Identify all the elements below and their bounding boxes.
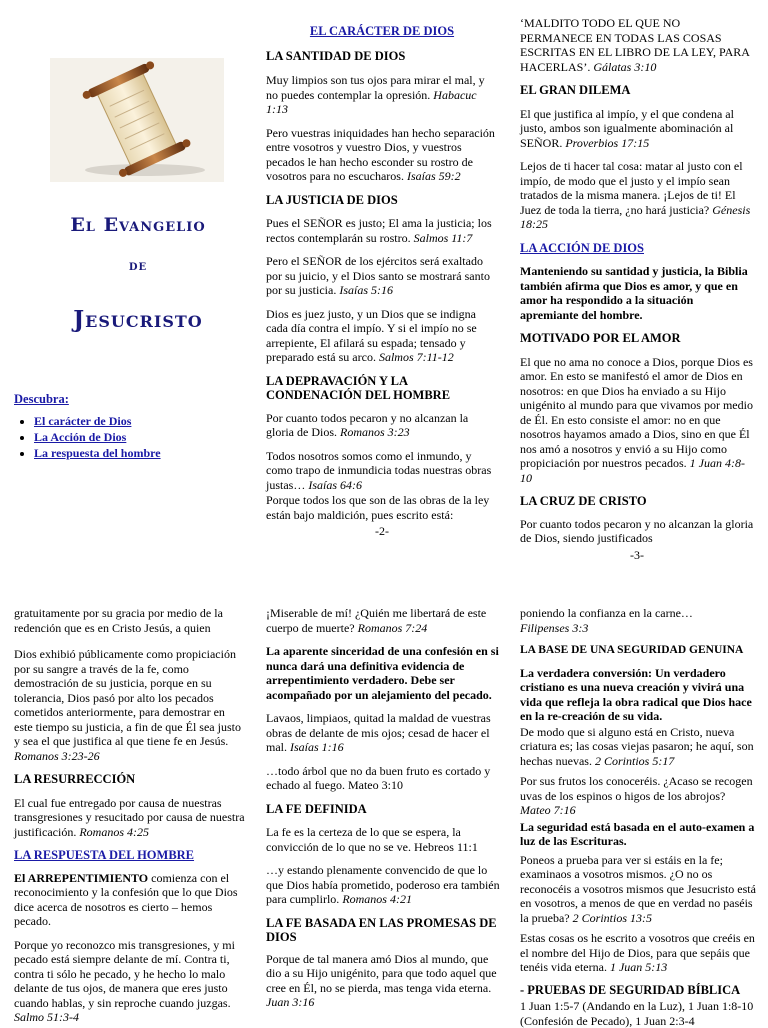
toc-link-accion[interactable]: La Acción de Dios xyxy=(34,430,127,444)
page-2-column xyxy=(266,24,498,539)
heading-pruebas: - PRUEBAS DE SEGURIDAD BÍBLICA xyxy=(520,982,741,997)
page-number: -2- xyxy=(375,524,389,538)
paragraph: Por sus frutos los conoceréis. ¿Acaso se recogen uvas de los espinos o higos de los abrojos? Mateo 7:16 xyxy=(520,774,753,817)
heading-dilema: EL GRAN DILEMA xyxy=(520,83,631,97)
section-title-accion: LA ACCIÓN DE DIOS xyxy=(520,240,644,255)
discover-label: Descubra: xyxy=(14,392,69,406)
paragraph: …todo árbol que no da buen fruto es cortado y echado al fuego. Mateo 3:10 xyxy=(266,763,491,792)
page-3-column xyxy=(520,16,754,562)
page-5-column xyxy=(266,606,502,1010)
heading-santidad: LA SANTIDAD DE DIOS xyxy=(266,48,406,63)
paragraph: Pues el SEÑOR es justo; El ama la justicia; los rectos contemplarán su rostro. Salmos 11:7 xyxy=(266,216,492,245)
toc-item[interactable] xyxy=(34,429,254,445)
paragraph: Por cuanto todos pecaron y no alcanzan la gloria de Dios, siendo justificados xyxy=(520,516,754,545)
paragraph: Muy limpios son tus ojos para mirar el mal, y no puedes contemplar la opresión. Habacuc 1:13 xyxy=(266,73,485,116)
heading-cruz: LA CRUZ DE CRISTO xyxy=(520,494,647,508)
paragraph: Porque yo reconozco mis transgresiones, y mi pecado está siempre delante de mí. Contra ti, contra ti sólo he pecado, y he hecho lo malo delante de tus ojos, de manera que eres justo cuando hablas, y sin reproche cuando juzgas. Salmo 51:3-4 xyxy=(14,937,235,1024)
paragraph: gratuitamente por su gracia por medio de la redención que es en Cristo Jesús, a quien xyxy=(14,606,223,635)
paragraph: De modo que si alguno está en Cristo, nueva criatura es; las cosas viejas pasaron; he aquí, son hechas nuevas. 2 Corintios 5:17 xyxy=(520,724,754,768)
scroll-icon xyxy=(50,58,224,182)
paragraph: ¡Miserable de mí! ¿Quién me libertará de este cuerpo de muerte? Romanos 7:24 xyxy=(266,606,487,635)
heading-fe-definida: LA FE DEFINIDA xyxy=(266,801,367,816)
page-6-column xyxy=(520,606,756,1028)
paragraph: …y estando plenamente convencido de que lo que Dios había prometido, poderoso era también para cumplirlo. Romanos 4:21 xyxy=(266,863,500,906)
paragraph: Lejos de ti hacer tal cosa: matar al justo con el impío, de modo que el justo y el impío sean tratados de la misma manera. ¡Lejos de ti! El Juez de toda la tierra, ¿no hará justicia? Génesis 18:25 xyxy=(520,159,751,231)
cover-title-line2: de xyxy=(128,258,148,274)
cover-title-line3: Jesucristo xyxy=(73,306,203,333)
toc-link-respuesta[interactable]: La respuesta del hombre xyxy=(34,446,161,460)
section-title-respuesta: LA RESPUESTA DEL HOMBRE xyxy=(14,848,195,862)
cover-title-line1: El Evangelio xyxy=(70,214,206,236)
section-title-caracter: EL CARÁCTER DE DIOS xyxy=(309,24,455,38)
paragraph: Porque de tal manera amó Dios al mundo, que dio a su Hijo unigénito, para que todo aquel que cree en Él, no se pierda, mas tenga vida eterna. Juan 3:16 xyxy=(266,951,497,1009)
paragraph: Lavaos, limpiaos, quitad la maldad de vuestras obras de delante de mis ojos; cesad de hacer el mal. Isaías 1:16 xyxy=(266,711,491,754)
paragraph: Porque todos los que son de las obras de la ley están bajo maldición, pues escrito está: xyxy=(266,493,490,522)
heading-resurreccion: LA RESURRECCIÓN xyxy=(14,772,136,786)
paragraph: Dios exhibió públicamente como propiciación por su sangre a través de la fe, como demostración de su justicia, porque en su tolerancia, Dios pasó por alto los pecados cometidos anteriormente, para demostrar en este tiempo su justicia, a fin de que Él sea justo y sea el que justifica al que tiene fe en Jesús. Romanos 3:23-26 xyxy=(14,647,241,763)
heading-justicia: LA JUSTICIA DE DIOS xyxy=(266,192,398,207)
paragraph-intro: Manteniendo su santidad y justicia, la Biblia también afirma que Dios es amor, y que en amor ha respondido a la situación apremiante del hombre. xyxy=(520,264,748,322)
toc-list xyxy=(14,413,254,461)
toc-item[interactable] xyxy=(34,413,254,429)
paragraph-bold: La aparente sinceridad de una confesión en si nunca dará una definitiva evidencia de arrepentimiento verdadero. Debe ser acompañado por un alejamiento del pecado. xyxy=(266,644,499,702)
paragraph: poniendo la confianza en la carne… Filipenses 3:3 xyxy=(520,606,693,635)
toc-link-caracter[interactable]: El carácter de Dios xyxy=(34,414,132,428)
paragraph: Estas cosas os he escrito a vosotros que creéis en el nombre del Hijo de Dios, para que sepáis que tenéis vida eterna. 1 Juan 5:13 xyxy=(520,931,755,974)
paragraph: Pero vuestras iniquidades han hecho separación entre vosotros y vuestro Dios, y vuestros pecados le han hecho esconder su rostro de vosotros para no escucharos. Isaías 59:2 xyxy=(266,125,495,183)
paragraph: El cual fue entregado por causa de nuestras transgresiones y resucitado por causa de nuestra justificación. Romanos 4:25 xyxy=(14,795,245,839)
paragraph: El ARREPENTIMIENTO comienza con el reconocimiento y la confesión que lo que Dios dice acerca de nosotros es cierto – hemos pecado. xyxy=(14,870,238,928)
heading-depravacion: LA DEPRAVACIÓN Y LA CONDENACIÓN DEL HOMBRE xyxy=(266,373,451,402)
heading-amor: MOTIVADO POR EL AMOR xyxy=(520,331,681,345)
paragraph-bold: La seguridad está basada en el auto-examen a luz de las Escrituras. xyxy=(520,819,755,848)
paragraph: Todos nosotros somos como el inmundo, y como trapo de inmundicia todas nuestras obras justas… Isaías 64:6 xyxy=(266,448,492,492)
paragraph: Por cuanto todos pecaron y no alcanzan la gloria de Dios. Romanos 3:23 xyxy=(266,410,469,439)
toc-item[interactable] xyxy=(34,445,254,461)
paragraph: La fe es la certeza de lo que se espera, la convicción de lo que no se ve. Hebreos 11:1 xyxy=(266,825,478,854)
paragraph: El que no ama no conoce a Dios, porque Dios es amor. En esto se manifestó el amor de Dios en nosotros: en que Dios ha enviado a su Hijo unigénito al mundo para que vivamos por medio de Él. En esto consiste el amor: no en que nosotros hayamos amado a Dios, sino en que Él nos amó a nosotros y envió a su Hijo como propiciación por nuestros pecados. 1 Juan 4:8-10 xyxy=(520,354,753,485)
paragraph: ‘MALDITO TODO EL QUE NO PERMANECE EN TODAS LAS COSAS ESCRITAS EN EL LIBRO DE LA LEY, PARA HACERLAS’. Gálatas 3:10 xyxy=(520,16,750,74)
paragraph: Dios es juez justo, y un Dios que se indigna cada día contra el impío. Y si el impío no se arrepiente, El afilará su espada; tensado y preparado está su arco. Salmos 7:11-12 xyxy=(266,306,477,364)
paragraph: 1 Juan 1:5-7 (Andando en la Luz), 1 Juan 1:8-10 (Confesión de Pecado), 1 Juan 2:3-4 xyxy=(520,999,754,1028)
heading-seguridad: LA BASE DE UNA SEGURIDAD GENUINA xyxy=(520,644,744,656)
heading-fe-promesas: LA FE BASADA EN LAS PROMESAS DE DIOS xyxy=(266,915,497,944)
page-number: -3- xyxy=(630,547,644,562)
paragraph: Pero el SEÑOR de los ejércitos será exaltado por su juicio, y el Dios santo se mostrará santo por su justicia. Isaías 5:16 xyxy=(266,254,490,297)
paragraph: Poneos a prueba para ver si estáis en la fe; examinaos a vosotros mismos. ¿O no os reconocéis a vosotros mismos que Jesucristo está en vosotros, a menos de que en verdad no paséis la prueba? 2 Corintios 13:5 xyxy=(520,852,756,925)
page-4-column xyxy=(14,606,246,1025)
paragraph: El que justifica al impío, y el que condena al justo, ambos son igualmente abominación al SEÑOR. Proverbios 17:15 xyxy=(520,106,734,150)
paragraph-bold: La verdadera conversión: Un verdadero cristiano es una nueva creación y vivirá una vida que refleja la obra radical que Dios hace en la re-creación de su vida. xyxy=(520,665,752,723)
